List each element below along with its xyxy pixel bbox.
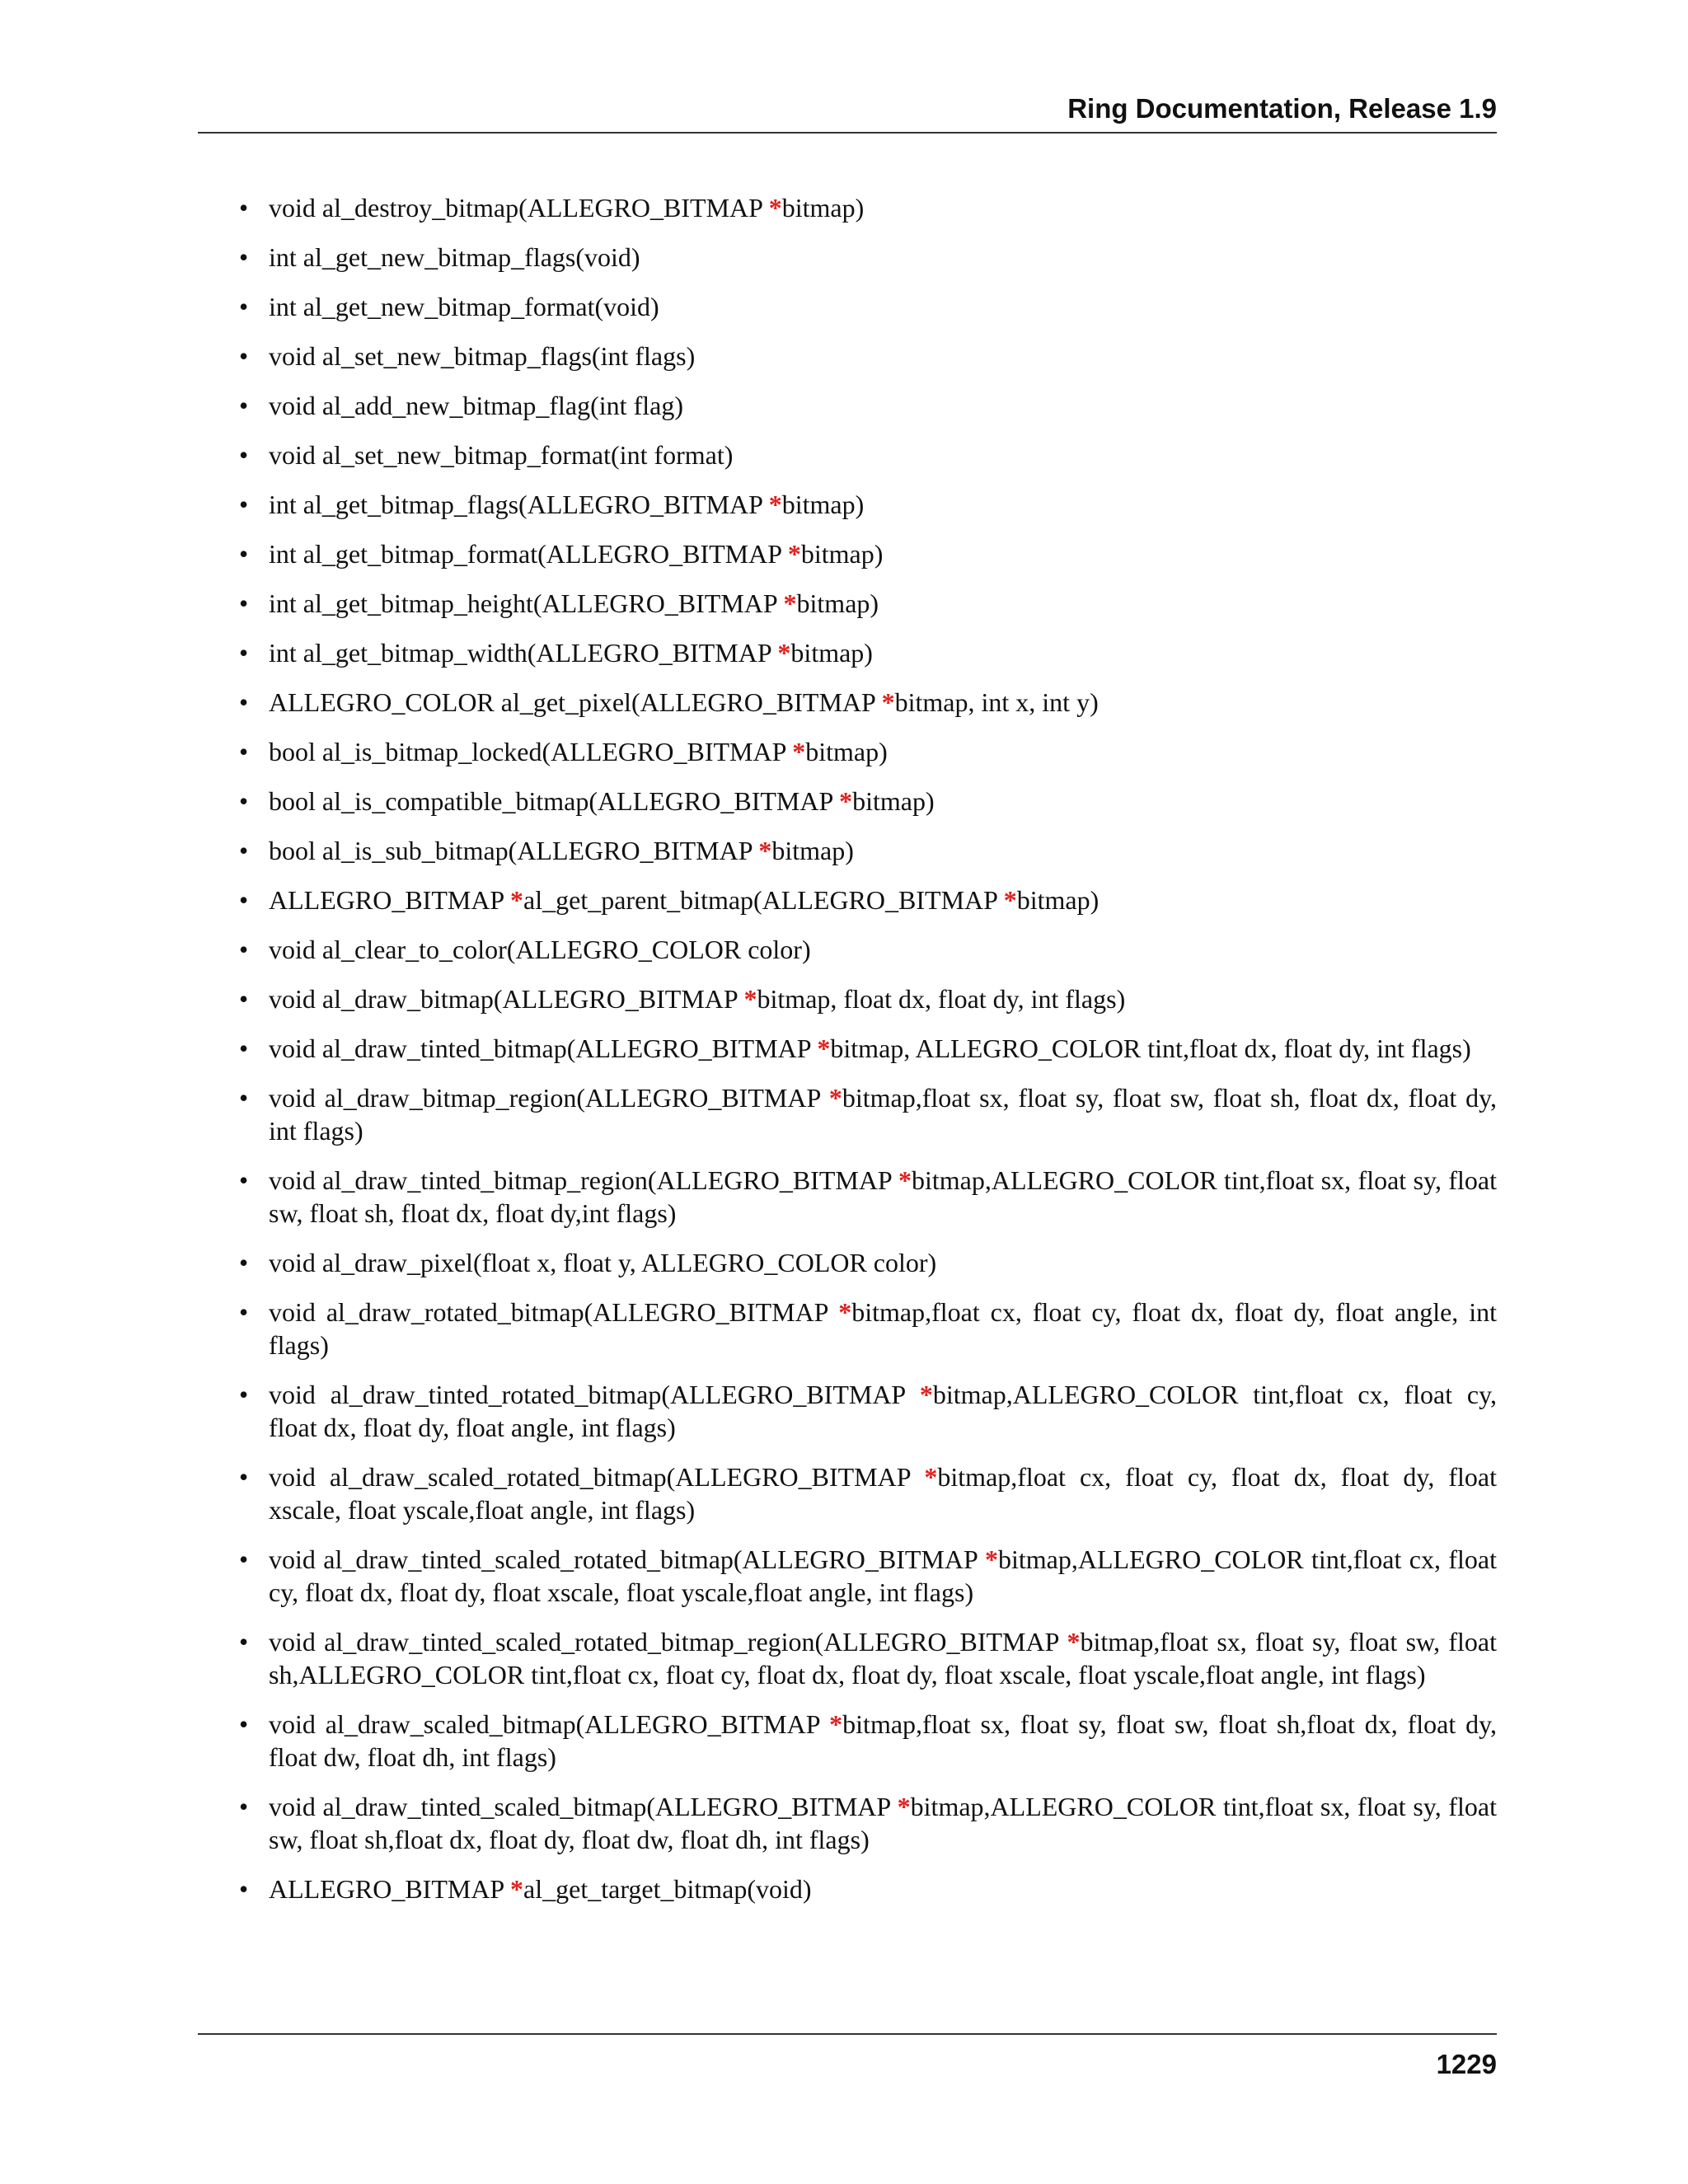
function-signature-item bbox=[239, 1378, 1497, 1444]
bullet-icon: • bbox=[239, 786, 249, 816]
function-signature-item bbox=[239, 686, 1497, 719]
bullet-icon: • bbox=[239, 935, 249, 964]
function-signature-text: int al_get_new_bitmap_flags(void) bbox=[269, 242, 640, 272]
function-signature-text: void al_draw_tinted_scaled_bitmap(ALLEGRO_BITMAP *bitmap,ALLEGRO_COLOR tint,float sx, float sy, float sw, float sh,float dx, float dy, float dw, float dh, int flags) bbox=[269, 1792, 1497, 1854]
bullet-icon: • bbox=[239, 1627, 249, 1657]
bullet-icon: • bbox=[239, 1165, 249, 1195]
bullet-icon: • bbox=[239, 1033, 249, 1063]
function-signature-text: int al_get_bitmap_height(ALLEGRO_BITMAP *bitmap) bbox=[269, 588, 879, 618]
function-signature-item bbox=[239, 735, 1497, 768]
function-signature-text: void al_draw_scaled_bitmap(ALLEGRO_BITMAP *bitmap,float sx, float sy, float sw, float sh,float dx, float dy, float dw, float dh, int flags) bbox=[269, 1709, 1497, 1772]
function-signature-item bbox=[239, 1543, 1497, 1609]
function-signature-item bbox=[239, 438, 1497, 471]
function-signature-item bbox=[239, 1460, 1497, 1526]
page-content bbox=[239, 191, 1497, 1922]
bullet-icon: • bbox=[239, 638, 249, 668]
bullet-icon: • bbox=[239, 588, 249, 618]
function-signature-item bbox=[239, 933, 1497, 966]
function-signature-item bbox=[239, 290, 1497, 323]
function-signature-item bbox=[239, 488, 1497, 521]
function-signature-text: void al_clear_to_color(ALLEGRO_COLOR color) bbox=[269, 935, 811, 964]
function-signature-item bbox=[239, 1296, 1497, 1361]
bullet-icon: • bbox=[239, 1544, 249, 1574]
function-signature-item bbox=[239, 883, 1497, 916]
function-signature-text: void al_draw_bitmap_region(ALLEGRO_BITMAP *bitmap,float sx, float sy, float sw, float sh, float dx, float dy, int flags) bbox=[269, 1083, 1498, 1146]
function-signature-text: void al_draw_rotated_bitmap(ALLEGRO_BITMAP *bitmap,float cx, float cy, float dx, float dy, float angle, int flags) bbox=[269, 1297, 1498, 1360]
function-list bbox=[239, 191, 1497, 1905]
document-title: Ring Documentation, Release 1.9 bbox=[1067, 93, 1497, 124]
function-signature-item bbox=[239, 1790, 1497, 1856]
bullet-icon: • bbox=[239, 1083, 249, 1113]
function-signature-item bbox=[239, 587, 1497, 620]
function-signature-text: int al_get_bitmap_format(ALLEGRO_BITMAP *bitmap) bbox=[269, 539, 884, 569]
function-signature-text: void al_draw_tinted_scaled_rotated_bitmap_region(ALLEGRO_BITMAP *bitmap,float sx, float sy, float sw, float sh,ALLEGRO_COLOR tint,float cx, float cy, float dx, float dy, float xscale, float yscale,float angle, int flags) bbox=[269, 1627, 1497, 1690]
bullet-icon: • bbox=[239, 490, 249, 519]
bullet-icon: • bbox=[239, 1462, 249, 1492]
function-signature-text: void al_draw_pixel(float x, float y, ALLEGRO_COLOR color) bbox=[269, 1248, 937, 1277]
function-signature-item bbox=[239, 834, 1497, 867]
function-signature-item bbox=[239, 340, 1497, 373]
function-signature-text: void al_draw_tinted_rotated_bitmap(ALLEGRO_BITMAP *bitmap,ALLEGRO_COLOR tint,float cx, float cy, float dx, float dy, float angle, int flags) bbox=[269, 1380, 1498, 1442]
bullet-icon: • bbox=[239, 1874, 249, 1904]
function-signature-item bbox=[239, 1164, 1497, 1230]
bullet-icon: • bbox=[239, 341, 249, 371]
function-signature-item bbox=[239, 241, 1497, 274]
function-signature-text: ALLEGRO_BITMAP *al_get_target_bitmap(void) bbox=[269, 1874, 812, 1904]
function-signature-item bbox=[239, 1032, 1497, 1065]
bullet-icon: • bbox=[239, 440, 249, 470]
function-signature-text: void al_draw_bitmap(ALLEGRO_BITMAP *bitmap, float dx, float dy, int flags) bbox=[269, 984, 1126, 1014]
function-signature-text: int al_get_new_bitmap_format(void) bbox=[269, 292, 659, 321]
function-signature-text: void al_draw_tinted_bitmap(ALLEGRO_BITMAP *bitmap, ALLEGRO_COLOR tint,float dx, float dy, int flags) bbox=[269, 1033, 1471, 1063]
bullet-icon: • bbox=[239, 1248, 249, 1277]
function-signature-text: void al_set_new_bitmap_format(int format) bbox=[269, 440, 734, 470]
bullet-icon: • bbox=[239, 885, 249, 915]
bullet-icon: • bbox=[239, 1297, 249, 1327]
function-signature-text: void al_draw_scaled_rotated_bitmap(ALLEGRO_BITMAP *bitmap,float cx, float cy, float dx, float dy, float xscale, float yscale,float angle, int flags) bbox=[269, 1462, 1498, 1525]
bullet-icon: • bbox=[239, 1380, 249, 1409]
function-signature-text: void al_add_new_bitmap_flag(int flag) bbox=[269, 391, 683, 420]
function-signature-text: void al_draw_tinted_scaled_rotated_bitmap(ALLEGRO_BITMAP *bitmap,ALLEGRO_COLOR tint,float cx, float cy, float dx, float dy, float xscale, float yscale,float angle, int flags) bbox=[269, 1544, 1498, 1607]
function-signature-item bbox=[239, 1081, 1497, 1147]
function-signature-text: int al_get_bitmap_flags(ALLEGRO_BITMAP *bitmap) bbox=[269, 490, 865, 519]
function-signature-item bbox=[239, 982, 1497, 1015]
function-signature-text: int al_get_bitmap_width(ALLEGRO_BITMAP *bitmap) bbox=[269, 638, 873, 668]
function-signature-text: void al_draw_tinted_bitmap_region(ALLEGRO_BITMAP *bitmap,ALLEGRO_COLOR tint,float sx, float sy, float sw, float sh, float dx, float dy,int flags) bbox=[269, 1165, 1498, 1228]
function-signature-item bbox=[239, 1872, 1497, 1905]
function-signature-item bbox=[239, 1708, 1497, 1774]
bullet-icon: • bbox=[239, 836, 249, 865]
bullet-icon: • bbox=[239, 242, 249, 272]
function-signature-item bbox=[239, 191, 1497, 224]
bullet-icon: • bbox=[239, 1709, 249, 1739]
function-signature-item bbox=[239, 389, 1497, 422]
bullet-icon: • bbox=[239, 737, 249, 766]
page-number: 1229 bbox=[1436, 2049, 1497, 2079]
bullet-icon: • bbox=[239, 193, 249, 223]
bullet-icon: • bbox=[239, 292, 249, 321]
function-signature-item bbox=[239, 636, 1497, 669]
bullet-icon: • bbox=[239, 1792, 249, 1821]
page-footer bbox=[198, 2033, 1497, 2079]
function-signature-text: bool al_is_bitmap_locked(ALLEGRO_BITMAP *bitmap) bbox=[269, 737, 888, 766]
bullet-icon: • bbox=[239, 539, 249, 569]
function-signature-text: void al_set_new_bitmap_flags(int flags) bbox=[269, 341, 696, 371]
function-signature-text: void al_destroy_bitmap(ALLEGRO_BITMAP *bitmap) bbox=[269, 193, 865, 223]
page-header bbox=[198, 92, 1497, 134]
function-signature-item bbox=[239, 785, 1497, 818]
function-signature-text: ALLEGRO_BITMAP *al_get_parent_bitmap(ALLEGRO_BITMAP *bitmap) bbox=[269, 885, 1100, 915]
bullet-icon: • bbox=[239, 984, 249, 1014]
bullet-icon: • bbox=[239, 391, 249, 420]
function-signature-text: bool al_is_compatible_bitmap(ALLEGRO_BITMAP *bitmap) bbox=[269, 786, 935, 816]
function-signature-item bbox=[239, 537, 1497, 570]
bullet-icon: • bbox=[239, 687, 249, 717]
function-signature-text: ALLEGRO_COLOR al_get_pixel(ALLEGRO_BITMAP *bitmap, int x, int y) bbox=[269, 687, 1099, 717]
function-signature-text: bool al_is_sub_bitmap(ALLEGRO_BITMAP *bitmap) bbox=[269, 836, 854, 865]
function-signature-item bbox=[239, 1246, 1497, 1279]
function-signature-item bbox=[239, 1625, 1497, 1691]
